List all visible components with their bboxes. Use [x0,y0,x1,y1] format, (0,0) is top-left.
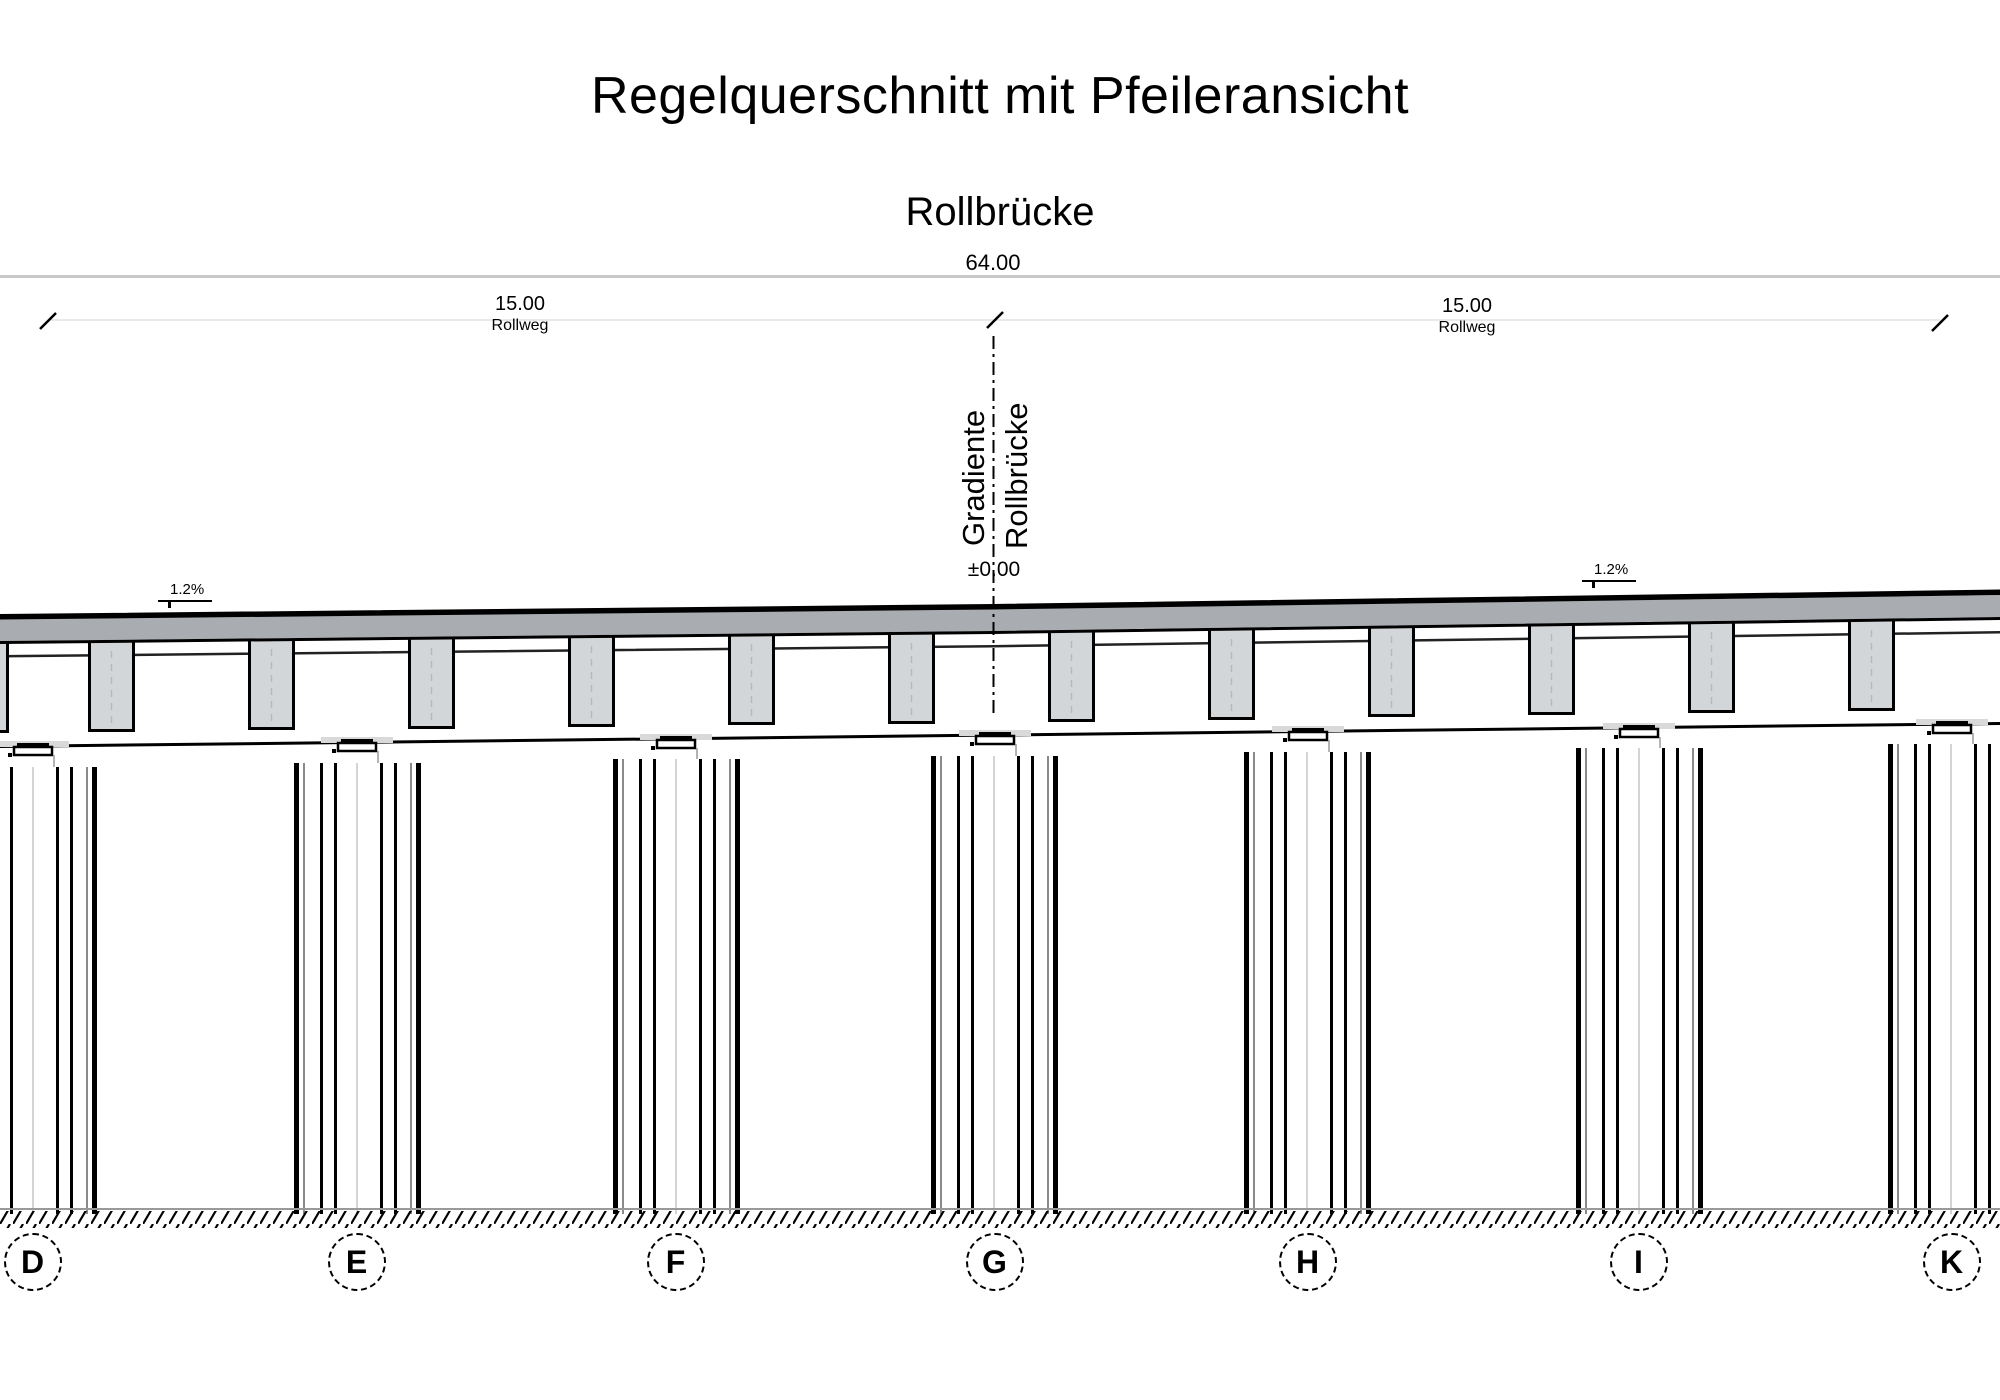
bearing [1272,726,1344,756]
gradient-level: ±0.00 [967,558,1021,581]
slope-label-left: 1.2% [158,581,212,602]
dimension-right-span [1367,295,1567,337]
dimension-left-span-label: Rollweg [491,317,549,334]
bearing [1916,719,1988,748]
t-beam-web [1368,626,1415,717]
pier-label-K: K [1923,1233,1981,1291]
pier-shaft-H [1244,752,1371,1214]
dimension-left-span-value: 15.00 [494,293,546,315]
pier-shaft-E [294,763,421,1214]
bearing [321,737,393,767]
pier-label-D: D [4,1233,62,1291]
pier-shaft-I [1576,748,1703,1214]
bearing [1603,723,1675,752]
drawing-title: Regelquerschnitt mit Pfeileransicht [590,67,1410,125]
drawing-subtitle: Rollbrücke [905,190,1095,234]
piers [0,744,2000,1214]
pier-label-H: H [1279,1233,1337,1291]
t-beam-web [0,642,9,733]
t-beam-web [88,641,135,732]
t-beam-web [408,638,455,729]
t-beam-web [568,636,615,727]
pier-label-G: G [966,1233,1024,1291]
t-beam-web [1048,631,1095,722]
gradient-label-line1: Gradiente [956,409,991,546]
slope-tick-left [168,600,171,608]
pier-shaft-D [0,767,97,1214]
pier-label-E: E [328,1233,386,1291]
gradient-label-line2: Rollbrücke [999,402,1034,549]
slope-label-right: 1.2% [1582,561,1636,582]
dimension-total-length: 64.00 [965,250,1021,275]
pier-label-I: I [1610,1233,1668,1291]
slope-tick-right [1592,580,1595,588]
t-beam-web [248,639,295,730]
dimension-right-span-label: Rollweg [1438,319,1496,336]
bearing [640,734,712,763]
bearing [0,741,69,771]
dimension-left-span [420,293,620,335]
pier-shaft-F [613,759,740,1214]
dimension-line-spans [40,312,1948,331]
dim-tick-right [1932,315,1948,331]
t-beam-web [1528,624,1575,715]
pier-shaft-G [931,756,1058,1214]
pier-label-F: F [647,1233,705,1291]
t-beam-web [728,634,775,725]
t-beam-web [1208,629,1255,720]
dim-tick-left [40,313,56,329]
t-beam-web [1688,622,1735,713]
t-beam-web [888,633,935,724]
ground-line [0,1209,2000,1228]
t-beam-web [1848,620,1895,711]
pier-shaft-K [1888,744,2000,1214]
dimension-right-span-value: 15.00 [1441,295,1493,317]
bearing [959,730,1031,760]
